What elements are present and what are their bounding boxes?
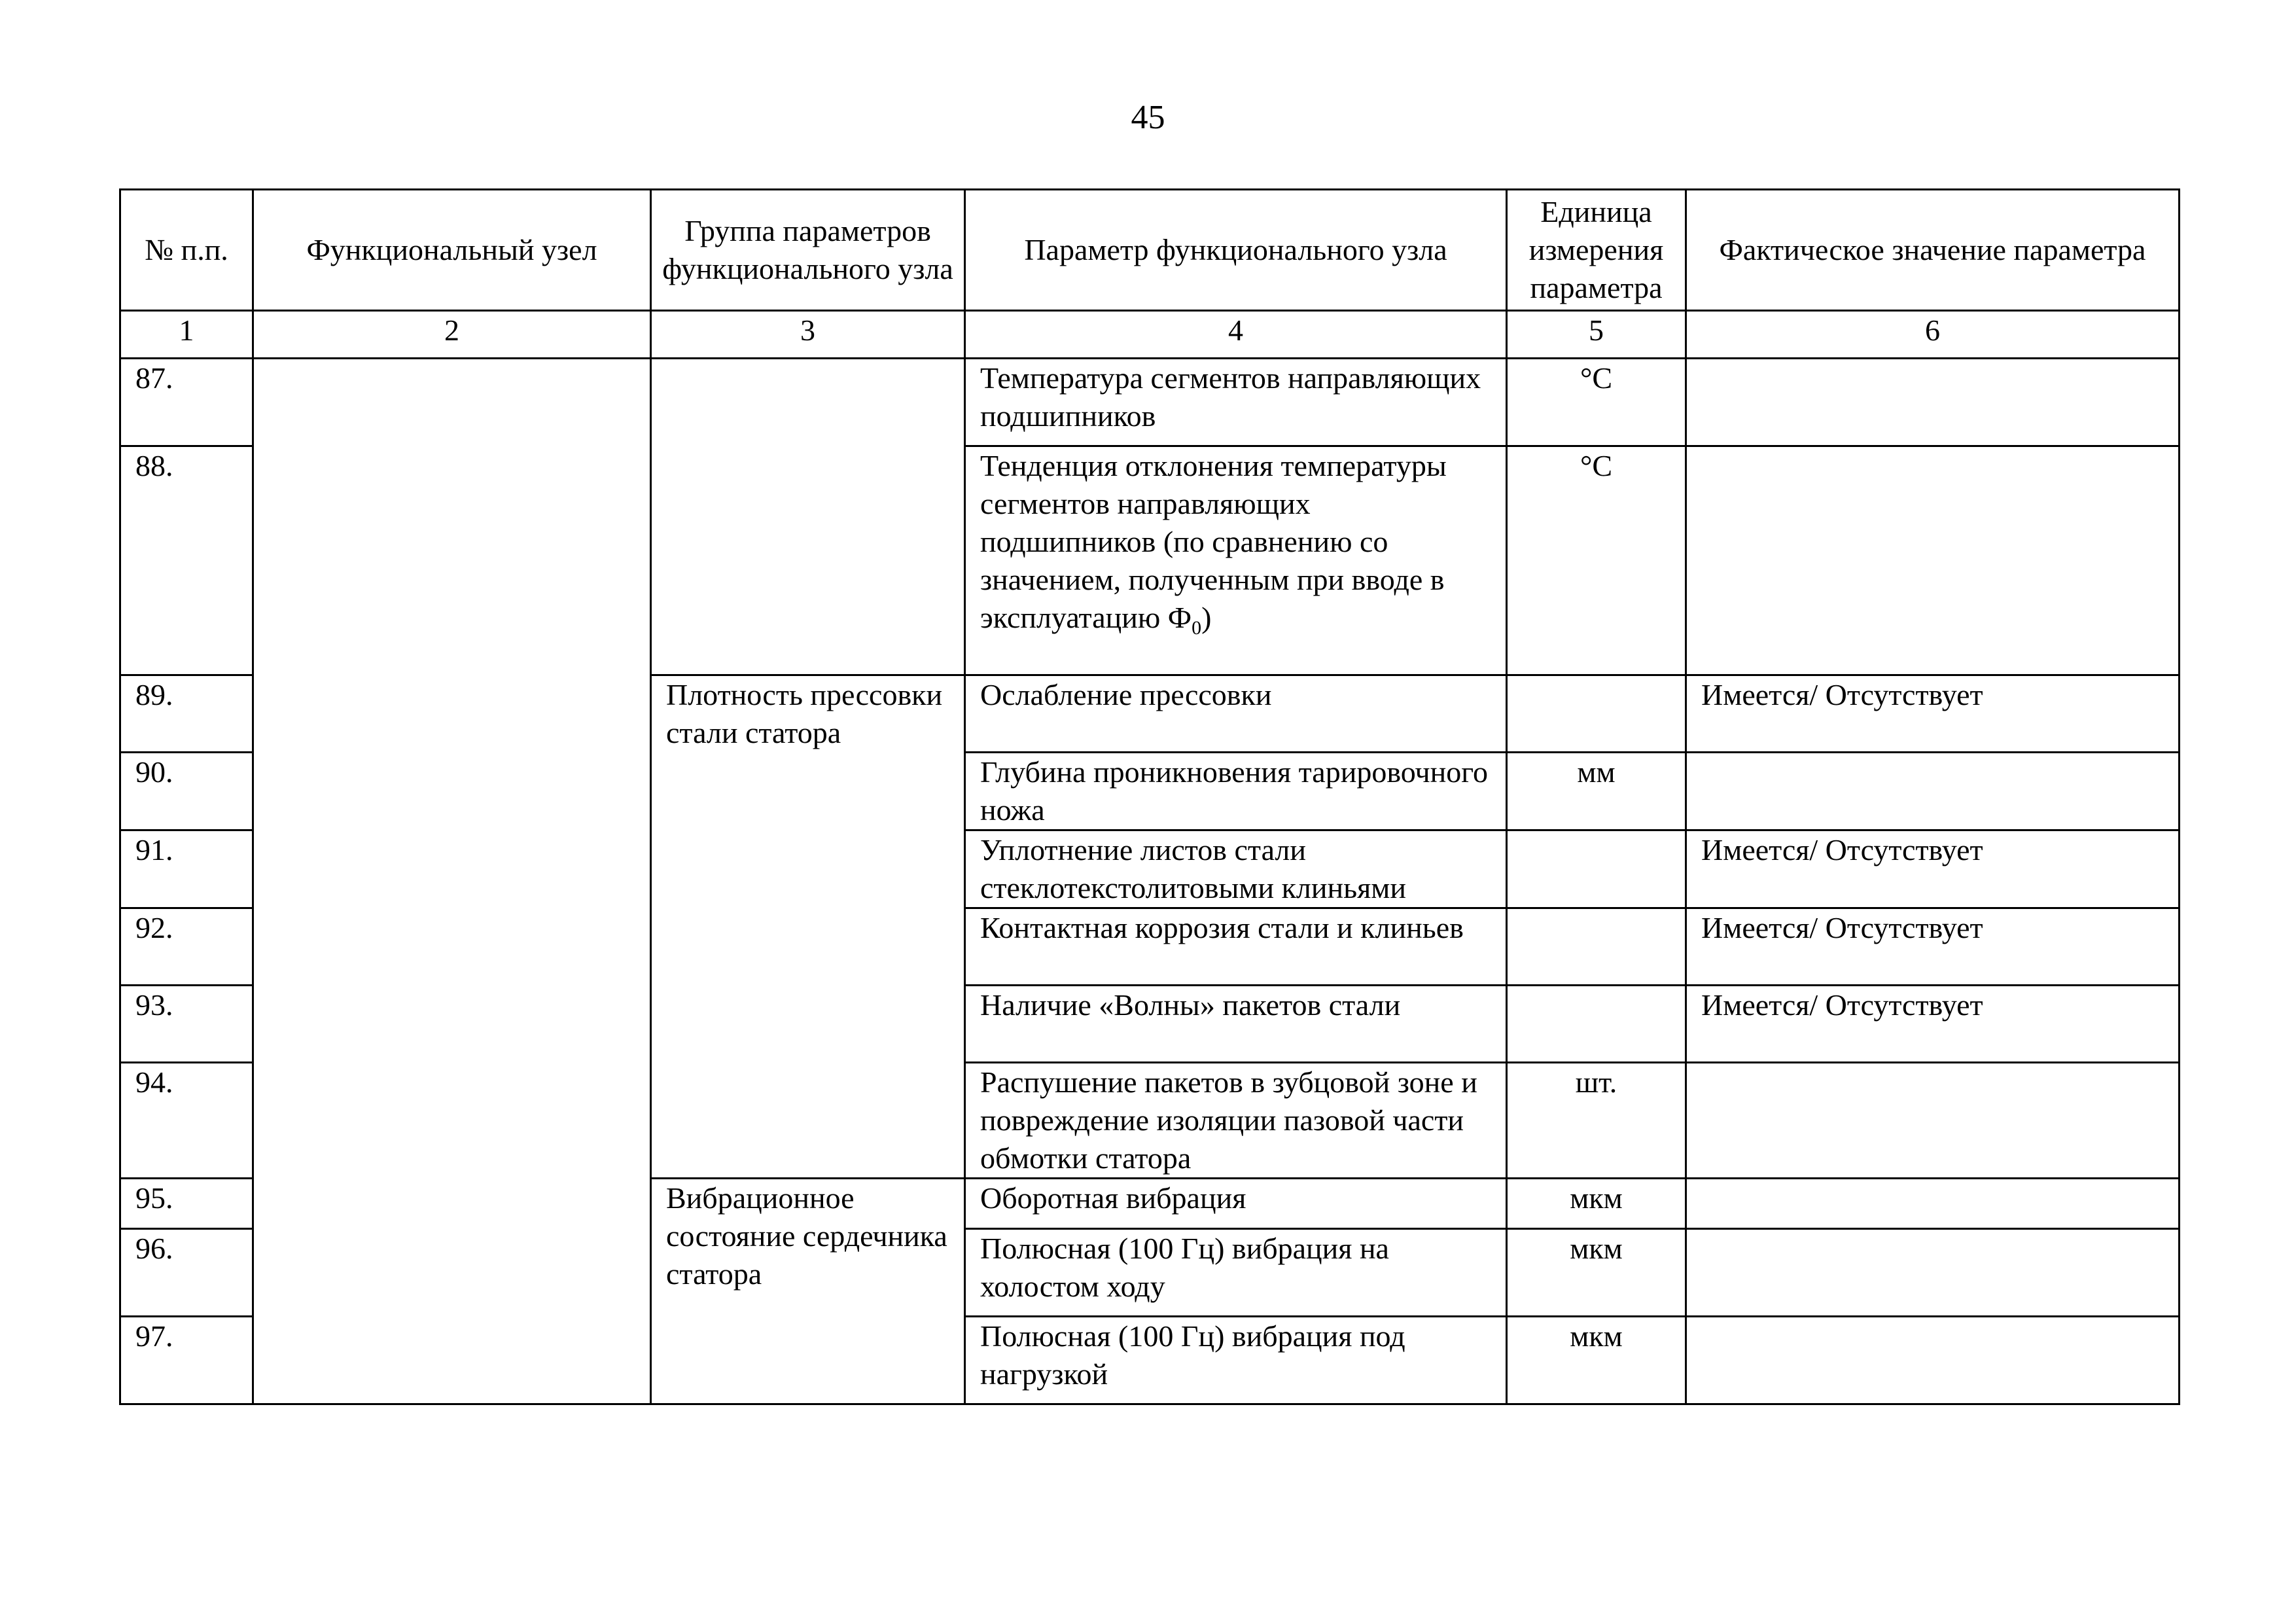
parameter-cell: Уплотнение листов стали стеклотекстолитовыми клиньями: [965, 830, 1507, 908]
unit-cell: °C: [1507, 446, 1686, 675]
unit-cell: [1507, 908, 1686, 986]
parameter-cell: Температура сегментов направляющих подшипников: [965, 359, 1507, 446]
column-number: 6: [1686, 311, 2180, 359]
unit-cell: [1507, 830, 1686, 908]
parameters-table: [119, 188, 2180, 1405]
value-cell: Имеется/ Отсутствует: [1686, 986, 2180, 1063]
parameter-group-cell: Вибрационное состояние сердечника статора: [651, 1179, 965, 1404]
row-number: 96.: [120, 1229, 253, 1317]
unit-cell: [1507, 986, 1686, 1063]
header-actual-value: Фактическое значение параметра: [1686, 190, 2180, 311]
unit-cell: мкм: [1507, 1317, 1686, 1404]
column-number: 3: [651, 311, 965, 359]
parameter-cell: Полюсная (100 Гц) вибрация под нагрузкой: [965, 1317, 1507, 1404]
parameter-cell: [965, 446, 1507, 675]
parameter-cell: Контактная коррозия стали и клиньев: [965, 908, 1507, 986]
value-cell: [1686, 1063, 2180, 1179]
parameter-cell: Глубина проникновения тарировочного ножа: [965, 753, 1507, 830]
parameter-group-cell: Плотность прессовки стали статора: [651, 675, 965, 1179]
page-number: 45: [1131, 99, 1165, 136]
parameter-group-cell: [651, 359, 965, 675]
functional-unit-cell: [253, 359, 651, 1404]
parameter-text-tail: ): [1201, 601, 1212, 634]
parameter-cell: Наличие «Волны» пакетов стали: [965, 986, 1507, 1063]
table-row: [120, 359, 2180, 446]
unit-cell: мкм: [1507, 1179, 1686, 1229]
header-parameter-group: Группа параметров функционального узла: [651, 190, 965, 311]
header-row: [120, 190, 2180, 311]
row-number: 87.: [120, 359, 253, 446]
value-cell: Имеется/ Отсутствует: [1686, 830, 2180, 908]
column-number: 2: [253, 311, 651, 359]
value-cell: [1686, 446, 2180, 675]
row-number: 88.: [120, 446, 253, 675]
parameter-cell: Оборотная вибрация: [965, 1179, 1507, 1229]
row-number: 90.: [120, 753, 253, 830]
parameter-subscript: 0: [1192, 617, 1202, 639]
value-cell: [1686, 1229, 2180, 1317]
value-cell: [1686, 753, 2180, 830]
unit-cell: мкм: [1507, 1229, 1686, 1317]
parameter-cell: Ослабление прессовки: [965, 675, 1507, 753]
row-number: 97.: [120, 1317, 253, 1404]
value-cell: [1686, 1317, 2180, 1404]
unit-cell: [1507, 675, 1686, 753]
unit-cell: шт.: [1507, 1063, 1686, 1179]
row-number: 95.: [120, 1179, 253, 1229]
row-number: 93.: [120, 986, 253, 1063]
value-cell: [1686, 1179, 2180, 1229]
value-cell: [1686, 359, 2180, 446]
parameter-cell: Полюсная (100 Гц) вибрация на холостом ходу: [965, 1229, 1507, 1317]
header-unit: Единица измерения параметра: [1507, 190, 1686, 311]
header-num: № п.п.: [120, 190, 253, 311]
column-number: 4: [965, 311, 1507, 359]
column-number: 5: [1507, 311, 1686, 359]
value-cell: Имеется/ Отсутствует: [1686, 908, 2180, 986]
value-cell: Имеется/ Отсутствует: [1686, 675, 2180, 753]
unit-cell: мм: [1507, 753, 1686, 830]
header-functional-unit: Функциональный узел: [253, 190, 651, 311]
row-number: 91.: [120, 830, 253, 908]
column-number-row: [120, 311, 2180, 359]
parameter-cell: Распушение пакетов в зубцовой зоне и повреждение изоляции пазовой части обмотки статора: [965, 1063, 1507, 1179]
header-parameter: Параметр функционального узла: [965, 190, 1507, 311]
parameter-text: Тенденция отклонения температуры сегментов направляющих подшипников (по сравнению со значением, полученным при вводе в эксплуатацию Ф: [980, 449, 1447, 634]
unit-cell: °C: [1507, 359, 1686, 446]
row-number: 92.: [120, 908, 253, 986]
column-number: 1: [120, 311, 253, 359]
row-number: 94.: [120, 1063, 253, 1179]
row-number: 89.: [120, 675, 253, 753]
